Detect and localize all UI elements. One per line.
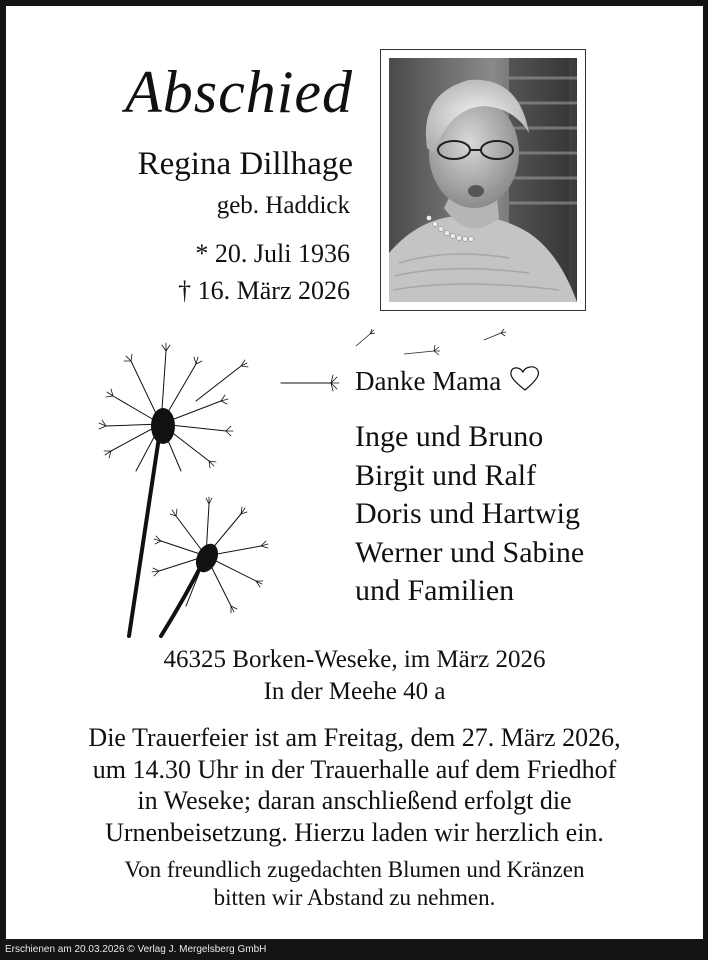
publication-footer: Erschienen am 20.03.2026 © Verlag J. Mergelsberg GmbH [5,944,267,955]
thanks-line [355,366,541,399]
mourner-line: Inge und Bruno [355,420,544,453]
thanks-text: Danke Mama [355,366,502,396]
heading-farewell: Abschied [125,59,353,125]
death-date: † 16. März 2026 [178,276,350,305]
flowers-request [6,856,703,912]
floating-seeds-decoration [356,324,516,364]
mourner-line: Birgit und Ralf [355,458,537,492]
mourner-line: Doris und Hartwig [355,497,580,530]
mourner-line: Werner und Sabine [355,535,585,569]
maiden-name: geb. Haddick [216,192,350,219]
service-line: Urnenbeisetzung. Hierzu laden wir herzlich ein. [105,817,604,847]
mourners-list [355,418,584,611]
portrait-image [389,58,577,302]
funeral-service-info [6,722,703,848]
place-and-date: 46325 Borken-Weseke, im März 2026 [163,646,546,673]
service-line: Die Trauerfeier ist am Freitag, dem 27. März 2026, [88,723,621,752]
service-line: um 14.30 Uhr in der Trauerhalle auf dem Friedhof [92,754,617,784]
flowers-line: bitten wir Abstand zu nehmen. [213,885,496,910]
deceased-name: Regina Dillhage [137,146,353,182]
dandelion-illustration [91,326,351,646]
birth-date: * 20. Juli 1936 [195,239,350,268]
portrait-photo [380,49,586,311]
obituary-card [6,6,703,939]
street-address: In der Meehe 40 a [263,678,446,705]
heart-outline-icon [509,366,541,399]
mourner-line: und Familien [355,574,515,607]
flowers-line: Von freundlich zugedachten Blumen und Kränzen [124,857,585,882]
service-line: in Weseke; daran anschließend erfolgt die [137,786,572,815]
